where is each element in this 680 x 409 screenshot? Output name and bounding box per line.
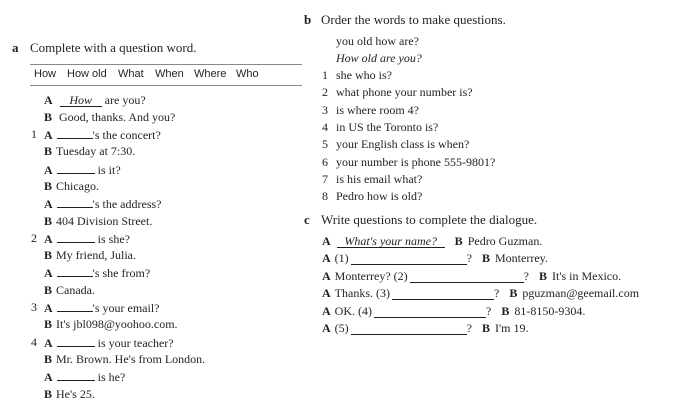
section-b-example-answer: How old are you? xyxy=(336,51,422,65)
speaker-label: A xyxy=(44,266,53,281)
answer-text: Tuesday at 7:30. xyxy=(56,144,136,159)
speaker-label: A xyxy=(322,303,331,318)
jumbled-question: is his email what? xyxy=(336,171,423,186)
jumbled-question: what phone your number is? xyxy=(336,85,473,100)
jumbled-question: in US the Toronto is? xyxy=(336,119,439,134)
question-line xyxy=(44,162,121,178)
section-b-example-jumbled: you old how are? xyxy=(336,34,419,48)
item-number: 4 xyxy=(31,334,37,349)
answer-text: Canada. xyxy=(56,282,95,297)
dialogue-row xyxy=(322,234,542,249)
answer-text: 404 Division Street. xyxy=(56,213,153,228)
question-text: is your teacher? xyxy=(97,335,174,350)
item-number: 3 xyxy=(322,102,328,117)
item-number: 8 xyxy=(322,189,328,204)
word-how-old: How old xyxy=(67,68,107,80)
dialogue-row xyxy=(322,321,529,336)
example-response xyxy=(44,110,175,125)
item-number: 7 xyxy=(322,171,328,186)
speaker-label: A xyxy=(322,286,331,301)
question-line xyxy=(44,369,125,385)
question-line xyxy=(44,300,159,316)
answer-line xyxy=(44,144,135,159)
answer-line xyxy=(44,179,99,194)
speaker-label: B xyxy=(44,178,53,193)
speaker-label: A xyxy=(322,251,331,266)
example-answer: How xyxy=(60,94,102,107)
answer-line xyxy=(44,387,95,402)
speaker-label: B xyxy=(44,213,53,228)
answer-text: Mr. Brown. He's from London. xyxy=(56,351,206,366)
answer-blank[interactable] xyxy=(57,162,95,174)
section-b-letter: b xyxy=(304,12,312,27)
question-line xyxy=(44,196,161,212)
answer-line xyxy=(44,283,95,298)
answer-blank[interactable] xyxy=(57,300,93,312)
question-mark: ? xyxy=(466,321,472,335)
speaker-label: B xyxy=(44,282,53,297)
question-text: 's your email? xyxy=(92,301,160,315)
speaker-label: B xyxy=(44,110,53,124)
word-how: How xyxy=(34,68,57,80)
dialogue-row xyxy=(322,304,585,319)
speaker-label: B xyxy=(482,321,491,335)
question-line xyxy=(44,231,130,247)
speaker-label: B xyxy=(44,351,53,366)
prompt-text: (1) xyxy=(334,251,349,266)
question-mark: ? xyxy=(494,286,500,301)
speaker-label: B xyxy=(482,251,491,266)
section-b-title: Order the words to make questions. xyxy=(321,12,506,27)
question-line xyxy=(44,127,161,143)
speaker-label: A xyxy=(322,321,331,335)
answer-blank[interactable] xyxy=(57,127,93,139)
answer-blank[interactable] xyxy=(392,287,494,300)
answer-blank[interactable] xyxy=(410,270,524,283)
prompt-text: (5) xyxy=(334,321,349,335)
example-answer: What's your name? xyxy=(337,235,445,248)
jumbled-question: Pedro how is old? xyxy=(336,189,423,204)
item-number: 3 xyxy=(31,300,37,314)
speaker-label: B xyxy=(538,268,547,283)
question-word-box xyxy=(30,64,302,86)
response-text: Monterrey. xyxy=(495,251,548,266)
answer-blank[interactable] xyxy=(57,369,95,381)
speaker-label: A xyxy=(44,162,53,177)
item-number: 2 xyxy=(31,230,37,245)
speaker-label: A xyxy=(44,128,53,142)
speaker-label: A xyxy=(44,335,53,350)
item-number: 2 xyxy=(322,85,328,100)
answer-blank[interactable] xyxy=(374,305,486,318)
speaker-label: B xyxy=(44,317,53,332)
section-a-title: Complete with a question word. xyxy=(30,40,197,55)
answer-text: It's jbl098@yoohoo.com. xyxy=(56,317,178,332)
question-text: 's the concert? xyxy=(92,128,161,142)
speaker-label: A xyxy=(322,234,331,248)
answer-blank[interactable] xyxy=(57,231,95,243)
answer-line xyxy=(44,352,205,367)
answer-text: He's 25. xyxy=(56,386,95,401)
section-c-title: Write questions to complete the dialogue. xyxy=(321,212,538,227)
jumbled-question: your English class is when? xyxy=(336,137,470,152)
answer-blank[interactable] xyxy=(57,196,93,208)
answer-blank[interactable] xyxy=(351,252,467,265)
question-text: 's the address? xyxy=(92,197,162,212)
word-where: Where xyxy=(194,68,227,80)
speaker-label: B xyxy=(44,386,53,401)
answer-line xyxy=(44,248,136,263)
item-number: 6 xyxy=(322,154,328,169)
answer-text: Chicago. xyxy=(56,178,100,193)
example-response-text: Good, thanks. And you? xyxy=(59,110,176,124)
question-text: is she? xyxy=(97,231,130,246)
question-mark: ? xyxy=(486,303,492,318)
jumbled-question: your number is phone 555-9801? xyxy=(336,154,496,169)
word-when: When xyxy=(155,68,184,80)
speaker-label: A xyxy=(322,268,331,283)
section-c-letter: c xyxy=(304,212,310,227)
answer-blank[interactable] xyxy=(57,265,93,277)
speaker-label: B xyxy=(44,248,53,263)
speaker-label: B xyxy=(454,234,463,248)
question-line xyxy=(44,335,174,351)
question-text: is he? xyxy=(97,370,126,385)
answer-line xyxy=(44,214,152,229)
speaker-label: A xyxy=(44,197,53,212)
example-question-text: are you? xyxy=(104,93,146,107)
speaker-label: A xyxy=(44,370,53,385)
word-who: Who xyxy=(236,68,259,80)
dialogue-row xyxy=(322,251,548,266)
dialogue-row xyxy=(322,269,621,284)
section-a-letter: a xyxy=(12,40,19,55)
answer-blank[interactable] xyxy=(57,335,95,347)
item-number: 1 xyxy=(31,127,37,141)
example-question xyxy=(44,93,146,108)
item-number: 4 xyxy=(322,119,328,134)
prompt-text: Monterrey? (2) xyxy=(334,268,408,283)
word-what: What xyxy=(118,68,144,80)
response-text: It's in Mexico. xyxy=(551,268,622,283)
question-text: 's she from? xyxy=(92,266,151,281)
item-number: 1 xyxy=(322,68,328,82)
speaker-label: A xyxy=(44,301,53,315)
question-mark: ? xyxy=(523,268,529,283)
jumbled-question: is where room 4? xyxy=(336,102,419,117)
prompt-text: Thanks. (3) xyxy=(334,286,390,301)
answer-line xyxy=(44,317,178,332)
prompt-text: OK. (4) xyxy=(334,303,372,318)
speaker-label: A xyxy=(44,93,53,107)
response-text: I'm 19. xyxy=(495,321,529,335)
dialogue-row xyxy=(322,286,639,301)
speaker-label: B xyxy=(509,286,518,301)
response-text: 81-8150-9304. xyxy=(514,303,586,318)
question-mark: ? xyxy=(466,251,472,266)
question-line xyxy=(44,265,150,281)
answer-text: My friend, Julia. xyxy=(56,248,137,263)
speaker-label: A xyxy=(44,231,53,246)
speaker-label: B xyxy=(44,144,53,159)
speaker-label: B xyxy=(501,303,510,318)
item-number: 5 xyxy=(322,137,328,152)
jumbled-question: she who is? xyxy=(336,68,392,82)
response-text: pguzman@geemail.com xyxy=(522,286,640,301)
answer-blank[interactable] xyxy=(351,322,467,335)
question-text: is it? xyxy=(97,162,121,177)
response-text: Pedro Guzman. xyxy=(467,234,543,248)
